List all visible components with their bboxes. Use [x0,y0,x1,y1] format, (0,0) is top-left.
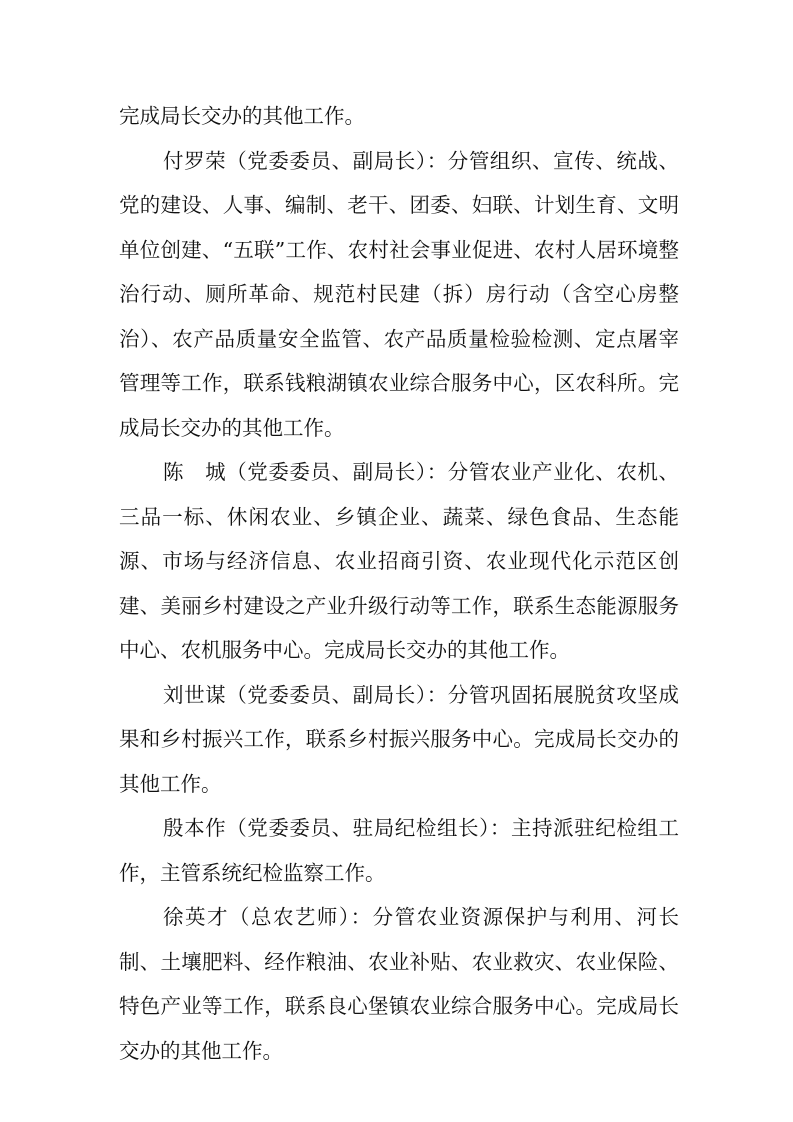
paragraph-yin-benzuo: 殷本作（党委委员、驻局纪检组长）：主持派驻纪检组工作，主管系统纪检监察工作。 [119,816,679,885]
document-body [119,94,679,1073]
paragraph-continuation: 完成局长交办的其他工作。 [119,104,365,128]
paragraph-liu-shimou: 刘世谋（党委委员、副局长）：分管巩固拓展脱贫攻坚成果和乡村振兴工作，联系乡村振兴服务中心。完成局长交办的其他工作。 [119,682,679,796]
paragraph-fu-luorong: 付罗荣（党委委员、副局长）：分管组织、宣传、统战、党的建设、人事、编制、老干、团委、妇联、计划生育、文明单位创建、“五联”工作、农村社会事业促进、农村人居环境整治行动、厕所革命、规范村民建（拆）房行动（含空心房整治）、农产品质量安全监管、农产品质量检验检测、定点屠宰管理等工作，联系钱粮湖镇农业综合服务中心，区农科所。完成局长交办的其他工作。 [119,148,679,440]
paragraph-xu-yingcai: 徐英才（总农艺师）：分管农业资源保护与利用、河长制、土壤肥料、经作粮油、农业补贴、农业救灾、农业保险、特色产业等工作，联系良心堡镇农业综合服务中心。完成局长交办的其他工作。 [119,905,679,1063]
paragraph-chen-cheng: 陈 城（党委委员、副局长）：分管农业产业化、农机、三品一标、休闲农业、乡镇企业、蔬菜、绿色食品、生态能源、市场与经济信息、农业招商引资、农业现代化示范区创建、美丽乡村建设之产业升级行动等工作，联系生态能源服务中心、农机服务中心。完成局长交办的其他工作。 [119,460,679,662]
